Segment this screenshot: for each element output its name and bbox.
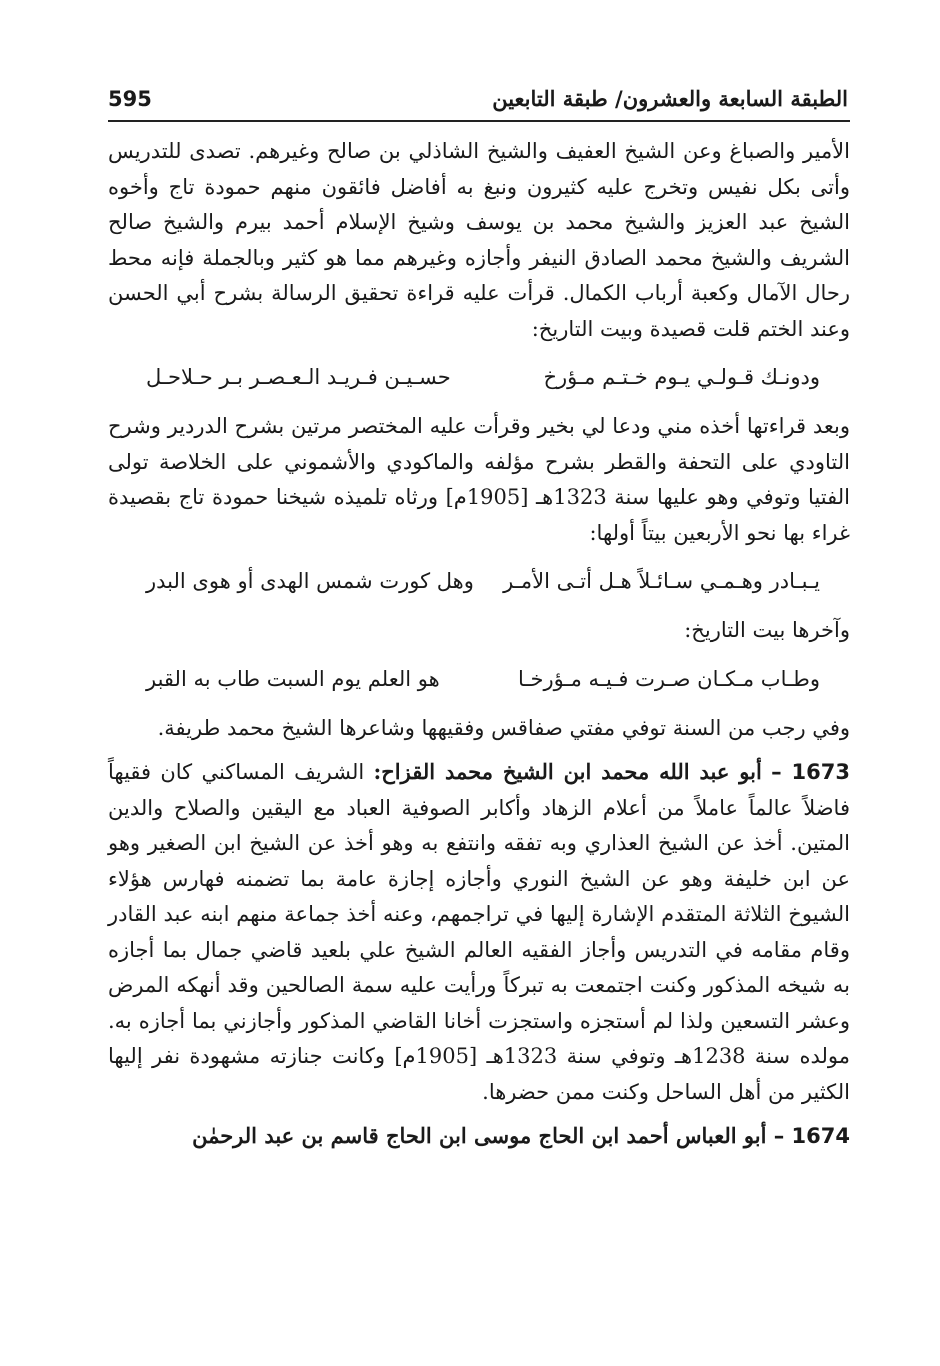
paragraph: الأمير والصباغ وعن الشيخ العفيف والشيخ الشاذلي بن صالح وغيرهم. تصدى للتدريس وأتى بكل نفيس وتخرج عليه كثيرون ونبغ به أفاضل فائقون منهم حمودة تاج وأخوه الشيخ عبد العزيز والشيخ محمد بن يوسف وشيخ الإسلام أحمد بيرم والشيخ صالح الشريف والشيخ محمد الصادق النيفر وأجازه وغيرهم مما هو كثير وبالجملة فإنه محط رحال الآمال وكعبة أرباب الكمال. قرأت عليه قراءة تحقيق الرسالة بشرح أبي الحسن وعند الختم قلت قصيدة وبيت التاريخ:	[108, 139, 850, 341]
entry-text: الشريف المساكني كان فقيهاً فاضلاً عالماً عاملاً من أعلام الزهاد وأكابر الصوفية العباد مع اليقين والصلاح والدين المتين. أخذ عن الشيخ العذاري وبه تفقه وانتفع به وهو أخذ عن الشيخ ابن الصغير وهو عن ابن خليفة وهو عن الشيخ النوري وأجازه إجازة عامة بما تضمنه فهارس هؤلاء الشيوخ الثلاثة المتقدم الإشارة إليها في تراجمهم، وعنه أخذ جماعة منهم ابنه عبد القادر وقام مقامه في التدريس وأجاز الفقيه العالم الشيخ علي بلعيد قاضي جمال بما أجازه به شيخه المذكور وكنت اجتمعت به تبركاً ورأيت عليه سمة الصالحين وقد أنهكه المرض وعشر التسعين ولذا لم أستجزه واستجزت أخانا القاضي المذكور وأجازني بما أجازه به. مولده سنة 1238هـ وتوفي سنة 1323هـ [1905م] وكانت جنازته مشهودة نفر إليها الكثير من أهل الساحل وكنت ممن حضرها.	[108, 760, 850, 1104]
header-divider	[108, 120, 850, 122]
paragraph: وبعد قراءتها أخذه مني ودعا لي بخير وقرأت عليه المختصر مرتين بشرح الدردير وشرح التاودي على التحفة والقطر بشرح مؤلفه والماكودي والأشموني على الخلاصة تولى الفتيا وتوفي وهو عليها سنة 1323هـ [1905م] ورثاه تلميذه شيخنا حمودة تاج بقصيدة غراء بها نحو الأربعين بيتاً أولها:	[108, 414, 850, 545]
entry-number: 1673 –	[771, 760, 850, 784]
entry-name: أبو عبد الله محمد ابن الشيخ محمد القزاح:	[373, 759, 762, 784]
verse-first-hemistich: يـبـادر وهـمـي سـائـلاً هـل أتـى الأمـر	[503, 569, 820, 593]
verse-second-hemistich: هو العلم يوم السبت طاب به القبر	[146, 666, 440, 691]
page-header	[108, 84, 848, 118]
poem-verse	[146, 659, 820, 699]
running-title: الطبقة السابعة والعشرون/ طبقة التابعين	[492, 86, 848, 111]
entry-number: 1674 –	[773, 1124, 850, 1148]
page-number: 595	[108, 87, 152, 111]
biography-entry	[108, 754, 850, 1110]
paragraph: وفي رجب من السنة توفي مفتي صفاقس وفقيهها وشاعرها الشيخ محمد طريفة.	[157, 715, 850, 740]
verse-second-hemistich: وهل كورت شمس الهدى أو هوى البدر	[146, 569, 474, 593]
paragraph: وآخرها بيت التاريخ:	[684, 618, 850, 642]
poem-verse	[146, 561, 820, 601]
verse-first-hemistich: وطـاب مـكـان صـرت فـيـه مـؤرخـا	[517, 666, 820, 691]
verse-second-hemistich: حسـيـن فـريـد الـعـصـر بـر حـلاحـل	[146, 365, 451, 389]
poem-verse	[146, 357, 820, 397]
verse-first-hemistich: ودونـك قـولـي يـوم خـتـم مـؤرخ	[543, 365, 820, 389]
biography-entry-heading	[108, 1118, 850, 1155]
entry-name: أبو العباس أحمد ابن الحاج موسى ابن الحاج قاسم بن عبد الرحمٰن	[192, 1123, 767, 1148]
page-body	[108, 134, 850, 1155]
